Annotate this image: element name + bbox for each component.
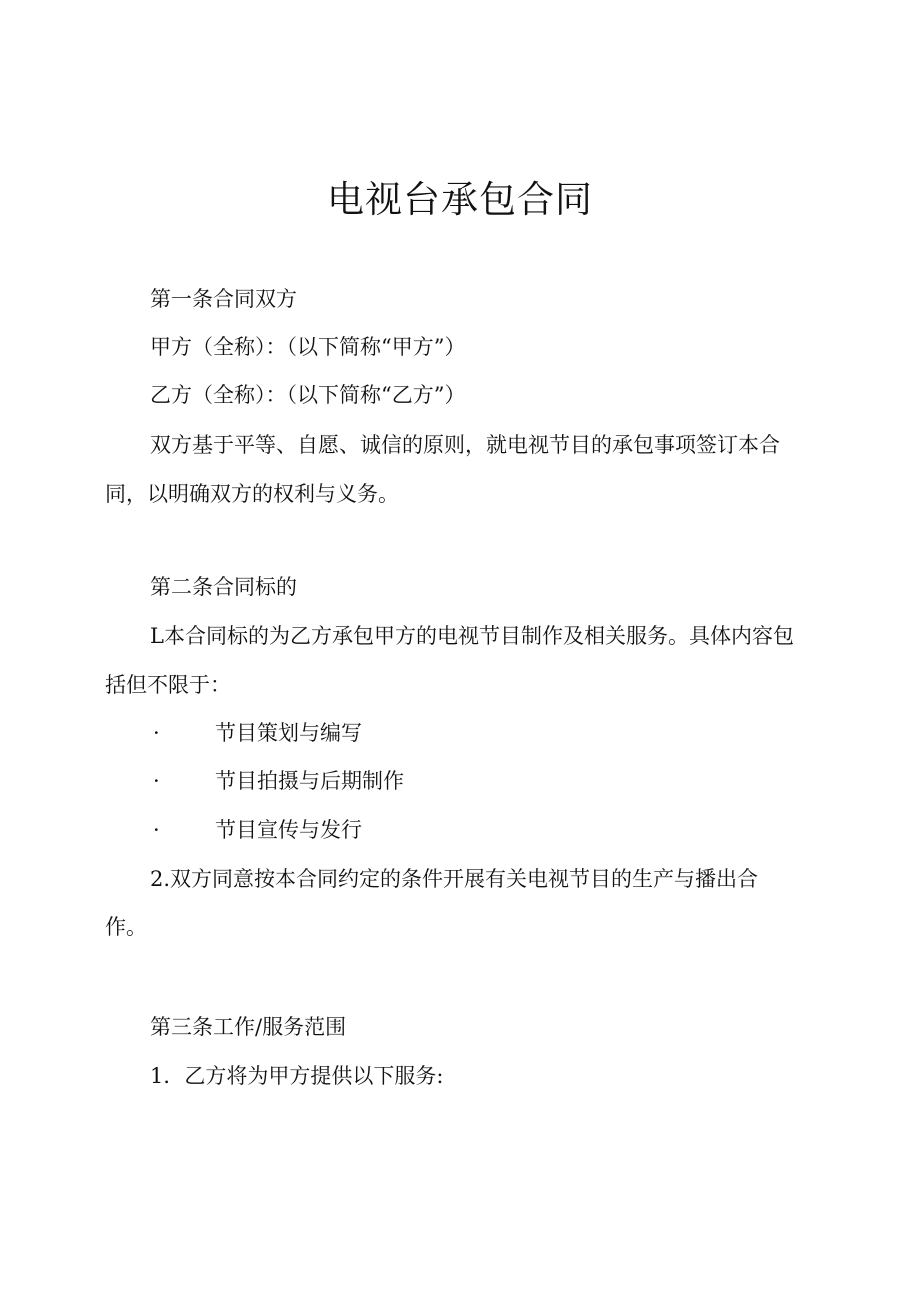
article1-heading: 第一条合同双方 [150, 287, 297, 311]
article3-heading: 第三条工作/服务范围 [150, 1015, 347, 1039]
article3-item1: 1．乙方将为甲方提供以下服务: [150, 1064, 444, 1088]
article2-heading: 第二条合同标的 [150, 575, 297, 599]
article2-item2-line1: 2.双方同意按本合同约定的条件开展有关电视节目的生产与播出合 [150, 867, 759, 891]
article2-item2-line2: 作。 [105, 915, 147, 939]
bullet-text: 节目拍摄与后期制作 [215, 769, 404, 793]
bullet-dot: · [153, 721, 160, 745]
article2-item1-line2: 括但不限于： [105, 673, 231, 697]
bullet-dot: · [153, 769, 160, 793]
bullet-text: 节目策划与编写 [215, 721, 362, 745]
article2-item1-line1: L本合同标的为乙方承包甲方的电视节目制作及相关服务。具体内容包 [150, 624, 794, 648]
document-title: 电视台承包合同 [327, 178, 593, 221]
intro-paragraph-line2: 同，以明确双方的权利与义务。 [105, 482, 399, 506]
party-b-line: 乙方（全称）：（以下简称“乙方”） [150, 383, 466, 407]
intro-paragraph-line1: 双方基于平等、自愿、诚信的原则，就电视节目的承包事项签订本合 [150, 433, 780, 457]
party-a-line: 甲方（全称）：（以下简称“甲方”） [150, 335, 466, 359]
bullet-text: 节目宣传与发行 [215, 818, 362, 842]
bullet-dot: · [153, 818, 160, 842]
